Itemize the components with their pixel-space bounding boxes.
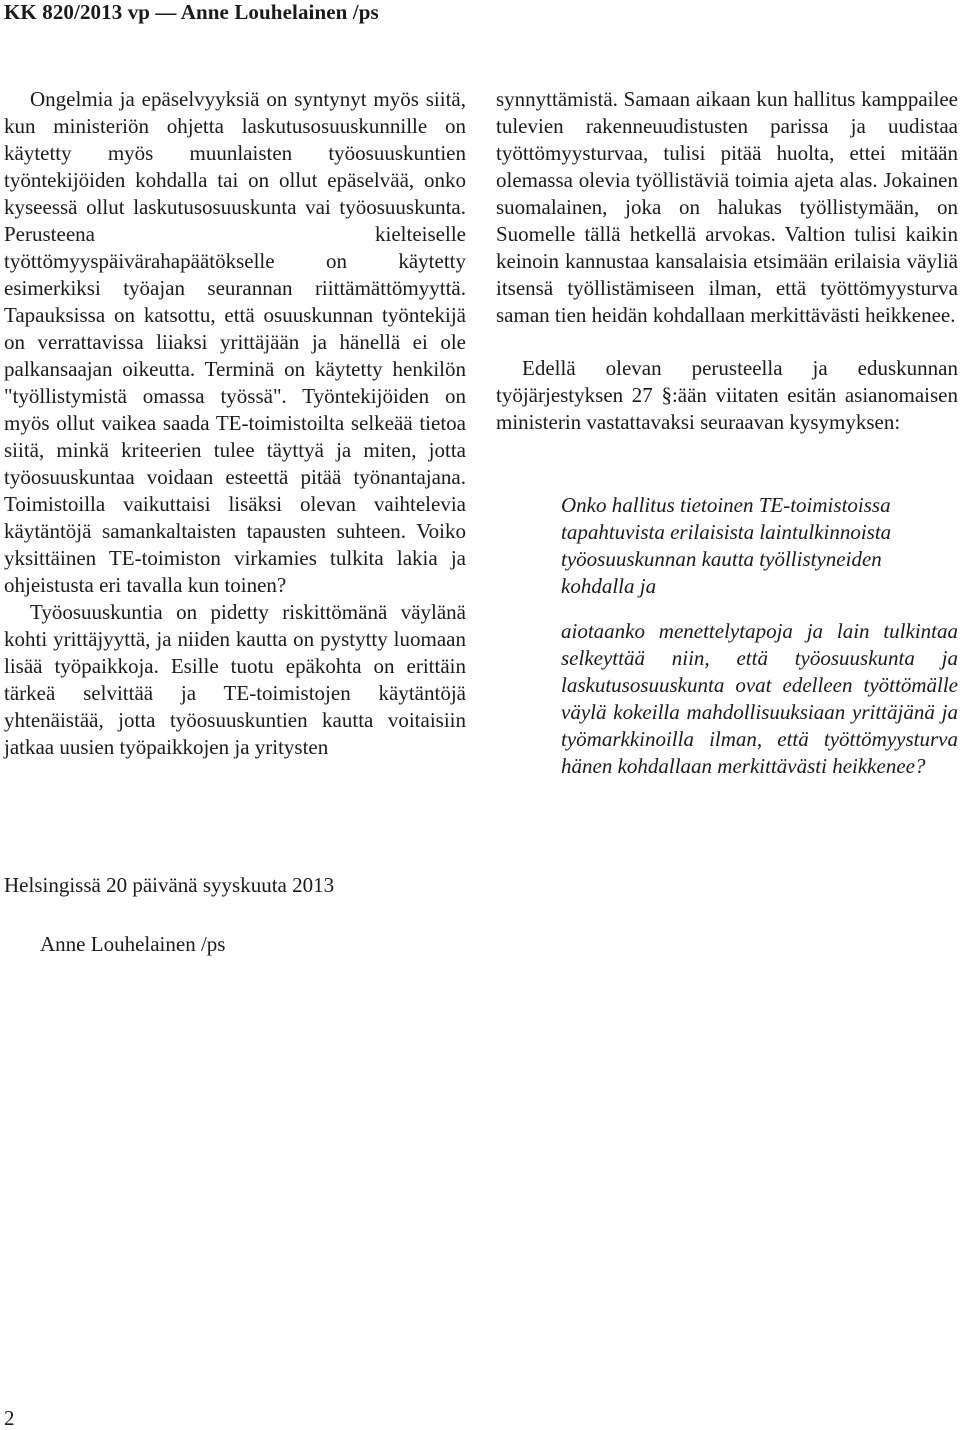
left-column [4, 86, 466, 761]
body-paragraph: Ongelmia ja epäselvyyksiä on syntynyt myös siitä, kun ministeriön ohjetta laskutusosuuskunnille on käytetty myös muunlaisten työosuuskuntien työntekijöiden kohdalla tai on ollut epäselvää, onko kyseessä ollut laskutusosuuskunta vai työosuuskunta. Perusteena kielteiselle työttömyyspäivärahapäätökselle on käytetty esimerkiksi työajan seurannan riittämättömyyttä. Tapauksissa on katsottu, että osuuskunnan työntekijä on verrattavissa liiaksi yrittäjään ja hänellä ei ole palkansaajan oikeutta. Terminä on käytetty henkilön "työllistymistä omassa työssä". Työntekijöiden on myös ollut vaikea saada TE-toimistoilta selkeää tietoa siitä, minkä kriteerien tulee täyttyä ja miten, jotta työosuuskuntaa voidaan esteettä pitää työnantajana. Toimistoilla vaikuttaisi lisäksi olevan vaihtelevia käytäntöjä samankaltaisten tapausten suhteen. Voiko yksittäinen TE-toimiston virkamies tulkita lakia ja ohjeistusta eri tavalla kun toinen? [4, 87, 466, 597]
signer-name: Anne Louhelainen /ps [40, 932, 226, 956]
page-number: 2 [4, 1406, 15, 1430]
body-paragraph-continuation: synnyttämistä. Samaan aikaan kun hallitus kamppailee tulevien rakenneuudistusten parissa ja uudistaa työttömyysturvaa, tulisi pitää huolta, ettei mitään olemassa olevia työllistäviä toimia ajeta alas. Jokainen suomalainen, joka on halukas työllistymään, on Suomelle tällä hetkellä arvokas. Valtion tulisi kaikin keinoin kannustaa kansalaisia etsimään erilaisia väyliä itsensä työllistämiseen ilman, että työttömyysturva saman tien heidän kohdallaan merkittävästi heikkenee. [496, 87, 958, 327]
running-header: KK 820/2013 vp — Anne Louhelainen /ps [4, 0, 379, 24]
place-and-date: Helsingissä 20 päivänä syyskuuta 2013 [4, 873, 335, 897]
question-intro-paragraph: Edellä olevan perusteella ja eduskunnan työjärjestyksen 27 §:ään viitaten esitän asianomaisen ministerin vastattavaksi seuraavan kysymyksen: [496, 356, 958, 434]
question-text: Onko hallitus tietoinen TE-toimistoissa tapahtuvista erilaisista laintulkinnoista työosuuskunnan kautta työllistyneiden kohdalla ja [561, 493, 892, 598]
right-column [496, 86, 958, 436]
body-paragraph: Työosuuskuntia on pidetty riskittömänä väylänä kohti yrittäjyyttä, ja niiden kautta on pystytty luomaan lisää työpaikkoja. Esille tuotu epäkohta on erittäin tärkeä selvittää ja TE-toimistojen käytäntöjä yhtenäistää, jotta työosuuskuntien kautta voitaisiin jatkaa uusien työpaikkojen ja yritysten [4, 600, 466, 759]
question-text: aiotaanko menettelytapoja ja lain tulkintaa selkeyttää niin, että työosuuskunta ja laskutusosuuskunta ovat edelleen työttömälle väylä kokeilla mahdollisuuksiaan yrittäjänä ja työmarkkinoilla ilman, että työttömyysturva hänen kohdallaan merkittävästi heikkenee? [561, 619, 958, 778]
